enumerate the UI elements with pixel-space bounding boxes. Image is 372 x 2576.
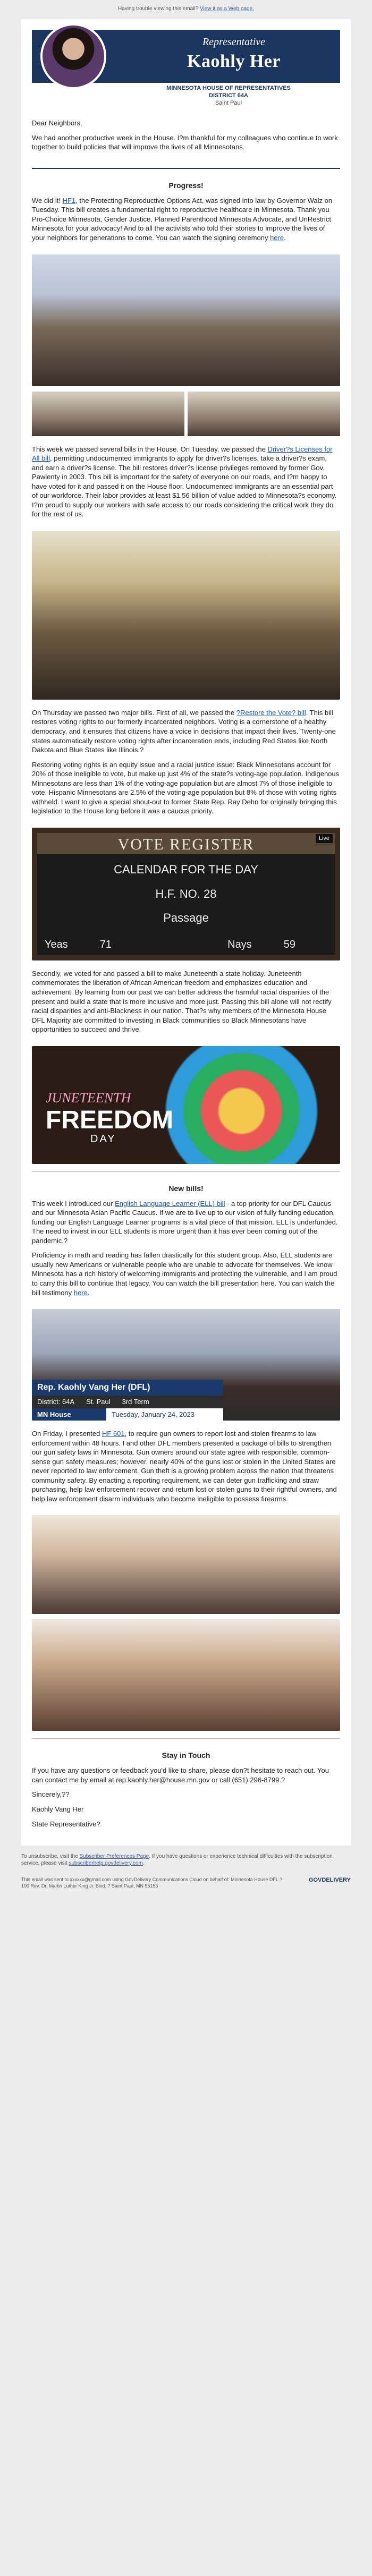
- vote-status: Passage: [163, 911, 209, 925]
- text: , the Protecting Reproductive Options Act, was signed into law by Governor Walz on Tuesday. This bill creates a fundamental right to reproductive healthcare in Minnesota. Thank you Pro-Choice Minnesota, Gender Justice, Planned Parenthood Minnesota Advocate, and UnRestrict Minnesota for your advocacy! And to all the activists who told their stories to improve the lives of your neighbors for generations to come. You can watch the signing ceremony: [32, 196, 333, 242]
- text: We did it!: [32, 196, 63, 205]
- sent-info: This email was sent to xxxxxx@gmail.com using GovDelivery Communications Cloud on behalf of: Minnesota House DFL ? 100 Rev. Dr. Martin Luther King Jr. Blvd. ? Saint Paul, MN 55155: [21, 1877, 283, 1889]
- footer-bottom: [21, 1870, 351, 1900]
- subscriber-preferences-link[interactable]: Subscriber Preferences Page: [79, 1854, 149, 1860]
- top-bar-text: Having trouble viewing this email?: [118, 6, 199, 12]
- district-label: DISTRICT 64A: [209, 92, 248, 99]
- nays-label: Nays: [227, 938, 252, 950]
- rep-name: Kaohly Her: [187, 52, 281, 71]
- house-label: MINNESOTA HOUSE OF REPRESENTATIVES: [166, 85, 291, 91]
- nays-count: 59: [283, 938, 295, 950]
- text: Proficiency in math and reading has fallen drastically for this student group. Also, ELL students are usually new Americans or vulnerable people who are unable to advocate for themselves. We know Minnesota has a rich history of welcoming immigrants and protecting the vulnerable, and I am proud to carry this bill to continue that legacy. You can watch the bill presentation here. You can watch the bill testimony: [32, 1251, 337, 1297]
- progress-paragraph-4: Restoring voting rights is an equity issue and a racial justice issue: Black Minnesotans account for 20% of those ineligible to vote, but make up just 4% of the state?s voting-age population. Indigenous Minnesotans are less than 1% of the voting-age population but are almost 7% of those ineligible to vote. Hispanic Minnesotans are 2.5% of the voting-age population but 8% of those with voting rights withheld. I want to give a special shout-out to former State Rep. Ray Dehn for originally bringing this legislation to the House long before it was a caucus priority.: [32, 760, 340, 815]
- progress-section: [21, 174, 351, 251]
- sign-title: State Representative?: [32, 1820, 100, 1828]
- drivers-license-link[interactable]: Driver?s Licenses for All bill: [32, 445, 333, 463]
- intro-section: [21, 115, 351, 160]
- text: , permitting undocumented immigrants to apply for driver?s licenses, take a driver?s exam, and earn a driver?s license. The bill restores driver?s license privileges removed by former Gov. Pawlenty in 2003. This bill is important for the safety of everyone on our roads, and I?m happy to have voted for it and passed it on the House floor. Undocumented immigrants are an essential part of our workforce. Their labor provides at least $1.56 billion of value added to Minnesota?s economy. I?m proud to supply our workers with safe access to our roads considering the critical work they do for the rest of us.: [32, 454, 337, 518]
- caption-name: Rep. Kaohly Vang Her (DFL): [32, 1380, 223, 1396]
- text: - a top priority for our DFL Caucus and our Minnesota Asian Pacific Caucus. If we are to live up to our vision of fully funding education, funding our English Language Learner programs is a vital piece of that mission. ELL is underfunded. The need to invest in our ELL students is more urgent than it has ever been coming out of the pandemic.?: [32, 1199, 338, 1245]
- calendar-label: CALENDAR FOR THE DAY: [114, 862, 258, 876]
- yeas: [45, 938, 143, 952]
- text: On Friday, I presented: [32, 1430, 102, 1438]
- new-bills-paragraph-2: Proficiency in math and reading has fallen drastically for this student group. Also, ELL students are usually new Americans or vulnerable people who are unable to advocate for themselves. We know Minnesota has a rich history of welcoming immigrants and protecting the vulnerable, and I am proud to carry this bill to continue that legacy. You can watch the bill presentation here. You can watch the bill testimony here.: [32, 1251, 337, 1297]
- photo-group-2: [188, 392, 340, 436]
- sign-off: Sincerely,??: [32, 1790, 70, 1799]
- juneteenth-section: [21, 966, 351, 1043]
- caption-network: MN House: [32, 1408, 106, 1421]
- restore-vote-link[interactable]: ?Restore the Vote? bill: [236, 708, 306, 717]
- bill-presentation-video[interactable]: [32, 1309, 340, 1421]
- progress-paragraph-1: We did it! HF1, the Protecting Reproductive Options Act, was signed into law by Governor Walz on Tuesday. This bill creates a fundamental right to reproductive healthcare in Minnesota. Thank you Pro-Choice Minnesota, Gender Justice, Planned Parenthood Minnesota Advocate, and UnRestrict Minnesota for your advocacy! And to all the activists who told their stories to improve the lives of your neighbors for generations to come. You can watch the signing ceremony here.: [32, 196, 333, 242]
- sign-name: Kaohly Vang Her: [32, 1805, 84, 1813]
- email-card: [21, 19, 351, 1846]
- vote-register-board: [32, 828, 340, 960]
- drivers-license-section: [21, 441, 351, 528]
- divider: [32, 1738, 340, 1739]
- rep-label: Representative: [202, 36, 266, 48]
- progress-heading: Progress!: [168, 181, 204, 190]
- signing-ceremony-link[interactable]: here: [270, 233, 284, 242]
- signing-ceremony-photo: [32, 254, 340, 386]
- juneteenth-line1: JUNETEENTH: [46, 1090, 131, 1106]
- text: VOTE REGISTER: [117, 835, 255, 853]
- caption-term: 3rd Term: [122, 1398, 149, 1406]
- new-bills-heading: New bills!: [168, 1184, 204, 1193]
- bill-number: H.F. NO. 28: [155, 887, 217, 900]
- greeting: Dear Neighbors,: [32, 119, 82, 127]
- juneteenth-line2: FREEDOM: [46, 1106, 173, 1134]
- text: This week we passed several bills in the House. On Tuesday, we passed the: [32, 445, 268, 453]
- footer: To unsubscribe, visit the Subscriber Preferences Page. If you have questions or experience technical difficulties with the subscription service, please visit subscriberhelp.govdelivery.com.: [21, 1854, 333, 1867]
- ell-bill-link[interactable]: English Language Learner (ELL) bill: [115, 1199, 225, 1208]
- juneteenth-line3: DAY: [90, 1133, 116, 1145]
- divider: [32, 1171, 340, 1172]
- juneteenth-graphic: [32, 1046, 340, 1164]
- live-badge: Live: [316, 834, 333, 843]
- city-label: Saint Paul: [215, 99, 242, 106]
- stay-in-touch-section: [21, 1744, 351, 1837]
- caption-district: District: 64A: [37, 1398, 75, 1406]
- rep-portrait: [40, 23, 106, 89]
- new-bills-paragraph-3: [32, 1429, 340, 1503]
- hf601-link[interactable]: HF 601: [102, 1430, 125, 1438]
- view-web-link[interactable]: View it as a Web page.: [200, 6, 254, 12]
- text: . If you have questions or experience technical difficulties with the subscription service, please visit: [21, 1854, 333, 1867]
- text: On Thursday we passed two major bills. First of all, we passed the: [32, 708, 236, 717]
- yeas-label: Yeas: [45, 938, 68, 950]
- text: This week I introduced our: [32, 1199, 115, 1208]
- progress-paragraph-3: [32, 708, 340, 755]
- header-title: [138, 35, 329, 74]
- text: . This bill restores voting rights to our formerly incarcerated neighbors. Voting is a cornerstone of a healthy democracy, and it ensures that citizens have a voice in decisions that impact their lives. Twenty-one states automatically restore voting rights after incarceration ends, including Red States like North Dakota and Blue States like Illinois.?: [32, 708, 336, 754]
- text: , to require gun owners to report lost and stolen firearms to law enforcement within 48 hours. I and other DFL members presented a package of bills to strengthen our gun safety laws in Minnesota. Gun owners around our state agree with responsible, common-sense gun safety measures; however, nearly 40% of the guns lost or stolen in the United States are never reported to law enforcement. Gun theft is a growing problem across the nation that threatens community safety. By enacting a reporting requirement, we can deter gun trafficking and straw purchasing, help law enforcement recover and return lost or stolen guns to their rightful owners, and help law enforcement disarm individuals who become ineligible to possess firearms.: [32, 1430, 337, 1503]
- govdelivery-logo: GOVDELIVERY: [308, 1877, 351, 1884]
- nays: [227, 938, 327, 952]
- support-link[interactable]: subscriberhelp.govdelivery.com: [69, 1860, 143, 1867]
- caption-bar: [32, 1408, 340, 1421]
- gun-safety-section: [21, 1426, 351, 1512]
- restore-vote-section: [21, 705, 351, 824]
- photo-group-1: [32, 392, 184, 436]
- hf1-link[interactable]: HF1: [62, 196, 76, 205]
- caption-meta: [32, 1396, 223, 1408]
- yeas-count: 71: [99, 938, 112, 950]
- photo-row: [32, 392, 340, 436]
- house-chamber-photo: [32, 531, 340, 700]
- new-bills-paragraph-1: [32, 1199, 340, 1246]
- vote-tally: [37, 926, 335, 952]
- header: [21, 19, 351, 115]
- vote-register-title: [37, 833, 335, 854]
- header-banner: [32, 30, 340, 83]
- text: To unsubscribe, visit the: [21, 1854, 80, 1860]
- progress-paragraph-2: [32, 445, 340, 519]
- video-lower-third: [32, 1380, 340, 1421]
- progress-paragraph-5: Secondly, we voted for and passed a bill to make Juneteenth a state holiday. Juneteenth commemorates the liberation of African American freedom and emphasizes education and achievement. By learning from our past we can better address the harmful racial disparities of the present and build a state that is more inclusive and more just. Passing this bill alone will not rectify racial disparities and anti-Blackness in our nation. That?s why members of the Minnesota House DFL Majority are committed to investing in Black communities so Black Minnesotans have opportunities to succeed and thrive.: [32, 969, 332, 1034]
- stay-heading: Stay in Touch: [162, 1751, 210, 1760]
- gun-safety-photo-1: [32, 1515, 340, 1614]
- stay-paragraph: If you have any questions or feedback you'd like to share, please don?t hesitate to reach out. You can contact me by email at rep.kaohly.her@house.mn.gov or call (651) 296-8799.?: [32, 1766, 329, 1784]
- caption-city: St. Paul: [86, 1398, 111, 1406]
- new-bills-section: [21, 1177, 351, 1306]
- divider: [32, 168, 340, 169]
- caption-date: Tuesday, January 24, 2023: [106, 1408, 223, 1421]
- bill-testimony-link[interactable]: here: [73, 1288, 88, 1297]
- intro-text: We had another productive week in the House. I?m thankful for my colleagues who continue to work together to build policies that will improve the lives of all Minnesotans.: [32, 133, 338, 151]
- gun-safety-photo-2: [32, 1619, 340, 1731]
- top-bar: [0, 0, 372, 19]
